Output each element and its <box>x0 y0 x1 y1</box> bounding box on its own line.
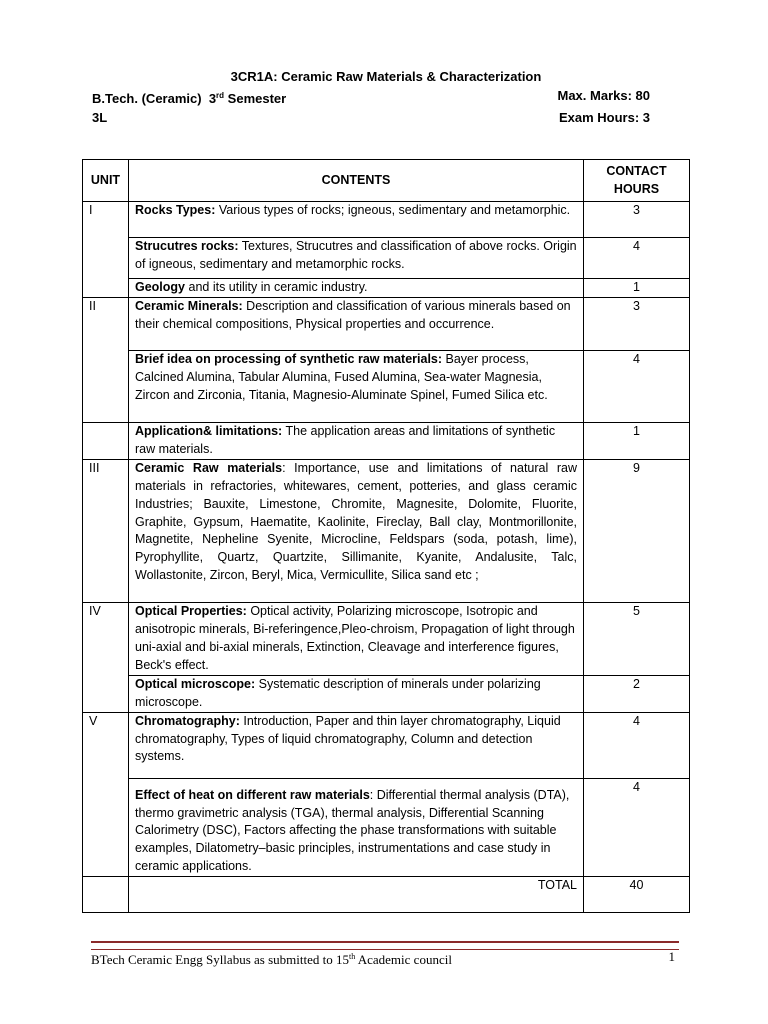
content-cell <box>129 602 584 675</box>
header-row-2 <box>92 108 650 127</box>
topic-text: Bayer process, Calcined Alumina, Tabular Alumina, Fused Alumina, Sea-water Magnesia, Zircon and Zirconia, Titania, Magnesio-Aluminate Spinel, Fumed Silica etc. <box>135 352 548 402</box>
lecture-hours: 3L <box>92 110 108 125</box>
topic-title: Effect of heat on different raw materials <box>135 787 370 802</box>
semester-word: Semester <box>227 91 287 106</box>
content-cell <box>129 423 584 460</box>
table-row <box>83 298 690 351</box>
topic-title: Geology <box>135 280 186 294</box>
content-cell <box>129 202 584 238</box>
topic-title: Brief idea on processing of synthetic raw materials: <box>135 352 443 366</box>
table-row <box>83 675 690 712</box>
hours-cell: 3 <box>584 298 690 351</box>
table-header-row <box>83 160 690 202</box>
header-row-1 <box>92 86 650 108</box>
topic-text: Optical activity, Polarizing microscope, Isotropic and anisotropic minerals, Bi-referingence,Pleo-chroism, Propagation of light through uni-axial and bi-axial minerals, Extinction, Cleavage and interference figures, Beck's effect. <box>135 603 575 672</box>
unit-cell <box>83 877 129 913</box>
table-row <box>83 459 690 602</box>
table-row <box>83 712 690 778</box>
hours-cell: 9 <box>584 459 690 602</box>
table-row <box>83 279 690 298</box>
page-number: 1 <box>668 949 675 964</box>
table-row <box>83 423 690 460</box>
topic-text: Introduction, Paper and thin layer chromatography, Liquid chromatography, Types of liquid chromatography, Column and detection systems. <box>135 713 561 764</box>
hours-cell: 4 <box>584 712 690 778</box>
footer-text <box>91 948 452 969</box>
content-cell <box>129 238 584 279</box>
topic-text: : Importance, use and limitations of natural raw materials in refractories, whitewares, cement, potteries, and glass ceramic Industries; Bauxite, Limestone, Chromite, Magnesite, Dolomite, Fluorite, Graphite, Gypsum, Haematite, Kaolinite, Fireclay, Ball clay, Montmorillonite, Magnetite, Nepheline Syenite, Microcline, Feldspars (soda, potash, lime), Pyrophyllite, Quartz, Quartzite, Sillimanite, Kyanite, Andalusite, Talc, Wollastonite, Zircon, Beryl, Mica, Vermicullite, Silica sand etc ; <box>135 460 577 583</box>
topic-text: : Differential thermal analysis (DTA), thermo gravimetric analysis (TGA), thermal analysis, Differential Scanning Calorimetry (DSC), Factors affecting the phase transformations with suitable examples, Dilatometry–basic principles, instrumentations and case study in ceramic applications. <box>135 787 570 874</box>
unit-cell <box>83 279 129 298</box>
program-semester <box>92 86 286 108</box>
page-footer <box>91 948 679 969</box>
hours-cell: 3 <box>584 202 690 238</box>
hours-cell: 4 <box>584 238 690 279</box>
unit-cell <box>83 675 129 712</box>
topic-title: Optical microscope: <box>135 676 256 691</box>
topic-title: Rocks Types: <box>135 203 216 217</box>
program-label: B.Tech. (Ceramic) <box>92 91 202 106</box>
unit-cell <box>83 351 129 423</box>
content-cell <box>129 298 584 351</box>
hours-cell: 1 <box>584 279 690 298</box>
topic-title: Ceramic Raw materials <box>135 460 283 475</box>
unit-cell: III <box>83 459 129 602</box>
max-marks: Max. Marks: 80 <box>557 88 650 103</box>
topic-text: Various types of rocks; igneous, sedimentary and metamorphic. <box>215 203 571 217</box>
footer-sup: th <box>348 952 356 961</box>
hours-cell: 4 <box>584 351 690 423</box>
table-row <box>83 351 690 423</box>
total-value: 40 <box>584 877 690 913</box>
topic-text: Description and classification of various minerals based on their chemical compositions, Physical properties and occurrence. <box>135 299 571 331</box>
page-header <box>92 67 650 127</box>
hours-header-line1: CONTACT <box>606 163 667 178</box>
unit-cell <box>83 778 129 877</box>
hours-header-line2: HOURS <box>613 181 660 196</box>
unit-cell: V <box>83 712 129 778</box>
footer-text-main: BTech Ceramic Engg Syllabus as submitted to 15 <box>91 952 349 967</box>
semester-suffix: rd <box>216 91 225 100</box>
content-cell <box>129 712 584 778</box>
content-cell <box>129 279 584 298</box>
course-title: 3CR1A: Ceramic Raw Materials & Characterization <box>230 69 542 84</box>
hours-cell: 4 <box>584 778 690 877</box>
unit-cell <box>83 238 129 279</box>
hours-cell: 2 <box>584 675 690 712</box>
semester-number: 3 <box>208 91 217 106</box>
unit-cell <box>83 423 129 460</box>
table-row <box>83 202 690 238</box>
topic-title: Application& limitations: <box>135 424 283 438</box>
content-cell <box>129 675 584 712</box>
topic-text: Systematic description of minerals under polarizing microscope. <box>135 676 541 709</box>
footer-text-end: Academic council <box>355 952 452 967</box>
topic-title: Optical Properties: <box>135 603 247 618</box>
hours-column-header <box>584 160 690 202</box>
unit-column-header: UNIT <box>83 160 129 202</box>
content-cell <box>129 459 584 602</box>
total-label: TOTAL <box>129 877 584 913</box>
contents-column-header: CONTENTS <box>129 160 584 202</box>
topic-title: Ceramic Minerals: <box>135 299 243 313</box>
unit-cell: IV <box>83 602 129 675</box>
topic-text: Textures, Strucutres and classification of above rocks. Origin of igneous, sedimentary and metamorphic rocks. <box>135 239 577 271</box>
content-cell <box>129 351 584 423</box>
content-cell <box>129 778 584 877</box>
topic-title: Strucutres rocks: <box>135 239 239 253</box>
topic-text: The application areas and limitations of synthetic raw materials. <box>135 424 556 456</box>
syllabus-table <box>82 159 690 913</box>
unit-cell: II <box>83 298 129 351</box>
table-row <box>83 778 690 877</box>
topic-text: and its utility in ceramic industry. <box>185 280 368 294</box>
exam-hours: Exam Hours: 3 <box>558 110 650 125</box>
table-row <box>83 602 690 675</box>
hours-cell: 1 <box>584 423 690 460</box>
table-row <box>83 238 690 279</box>
unit-cell: I <box>83 202 129 238</box>
hours-cell: 5 <box>584 602 690 675</box>
topic-title: Chromatography: <box>135 713 240 728</box>
total-row <box>83 877 690 913</box>
